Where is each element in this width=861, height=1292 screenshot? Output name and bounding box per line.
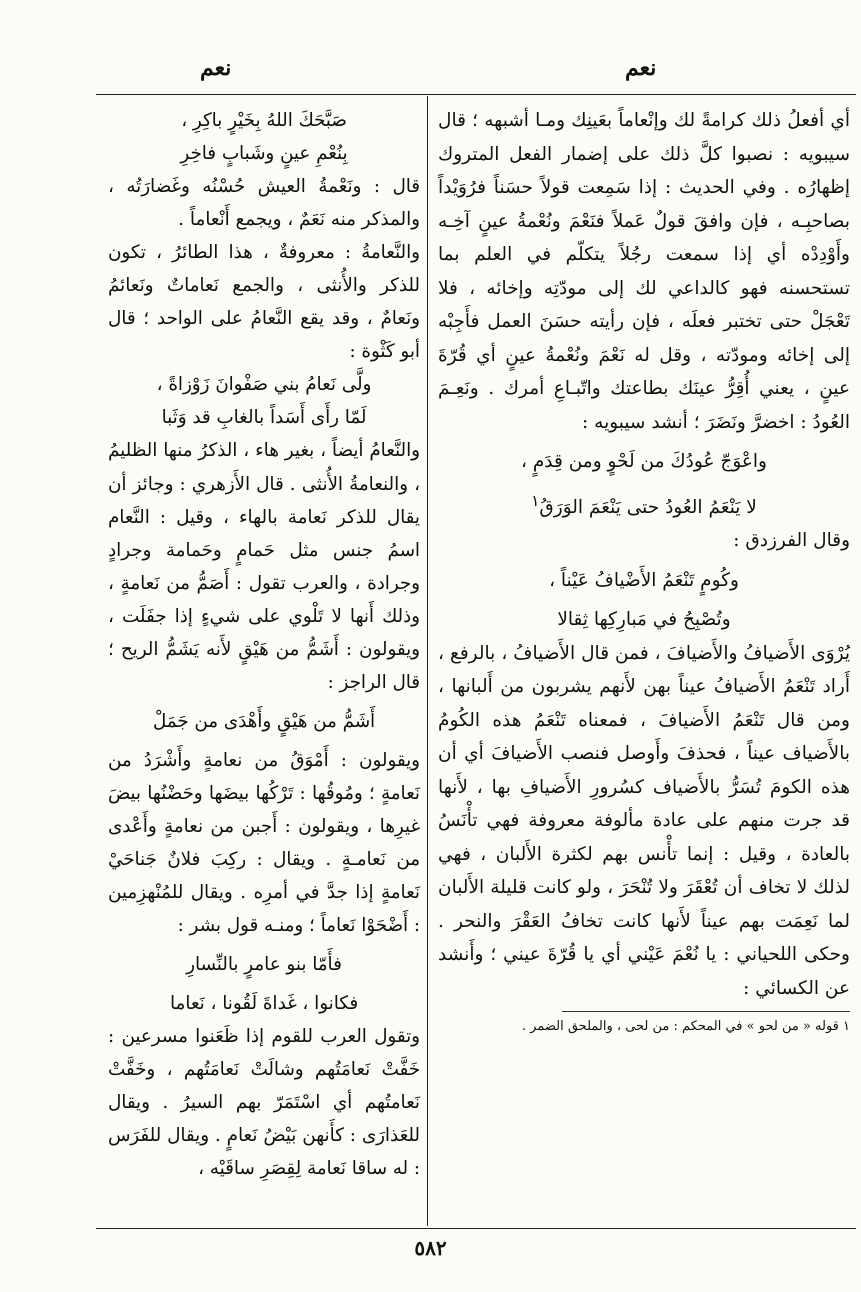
left-column xyxy=(108,104,420,1186)
right-verse-2-note: ١ xyxy=(531,491,540,510)
left-verse-1: صَبَّحَكَ اللهُ بِخَيْرٍ باكِرِ ، xyxy=(181,110,347,131)
left-verse-5: أَشَمُّ من هَيْقٍ وأَهْدَى من جَمَلْ xyxy=(152,710,376,732)
left-verse-3: ولَّى نَعامُ بني صَفْوانَ زَوْزاةً ، xyxy=(156,374,372,396)
left-paragraph-1: قال : ونَعْمةُ العيش حُسْنُه وغَضارَتُه ، والمذكر منه نَعَمٌ ، ويجمع أَنْعاماً . xyxy=(108,176,420,231)
footnote: ١ قوله « من لحو » في المحكم : من لحى ، والملحق الضمر . xyxy=(521,1019,850,1035)
right-paragraph-2: وقال الفرزدق : xyxy=(733,530,850,552)
right-verse-2-line xyxy=(438,485,850,525)
left-paragraph-5: وتقول العرب للقوم إذا ظَعَنوا مسرعين : خَفَّتْ نَعامَتُهم وشالَتْ نَعامَتُهم ، وخَفَّتْ نَعامتُهم أي اسْتَمَرّ بهم السيرُ . ويقال للعَذارَى : كأَنهن بَيْضُ نَعامٍ . ويقال للفَرَس : له ساقا نَعامة لِقِصَرِ ساقَيْه ، xyxy=(108,1026,420,1180)
right-verse-1: واعْوَجّ عُودُكَ من لَحْوٍ ومن قِدَمٍ ، xyxy=(520,451,767,472)
footer-rule xyxy=(96,1228,856,1229)
left-paragraph-4: ويقولون : أَمْوَقُ من نعامةٍ وأَشْرَدُ من نَعامةٍ ؛ ومُوقُها : تَرْكُها بيضَها وحَضْنُها بيضَ غيرِها ، ويقولون : أَجبن من نعامةٍ وأَعْدى من نَعامـةٍ . ويقال : ركِبَ فلانٌ جَناحَيْ نَعامةٍ إذا جدَّ في أمرِه . ويقال للمُنْهزِمين : أَضْحَوْا نَعاماً ؛ ومنـه قول بشر : xyxy=(108,749,420,937)
footnote-rule xyxy=(562,1011,850,1012)
right-verse-3: وكُومٍ تَنْعَمُ الأَضْيافُ عَيْناً ، xyxy=(549,569,739,591)
right-column xyxy=(438,104,850,1038)
header-word-right: نعم xyxy=(625,55,657,81)
left-verse-6: فأَمّا بنو عامرٍ بالنِّسارِ xyxy=(186,954,342,976)
page-number: ٥٨٢ xyxy=(414,1236,447,1260)
header-word-left: نعم xyxy=(200,55,232,81)
right-paragraph-1: أي أفعلُ ذلك كرامةً لك وإنْعاماً بعَينِك ومـا أشبهه ؛ قال سيبويه : نصبوا كلَّ ذلك على إضمار الفعل المتروك إظهارُه . وفي الحديث : إذا سَمِعت قولاً حسَناً فرُوَيْداً بصاحبِـه ، فإن وافقَ قولٌ عَملاً فنَعْمَ ونُعْمةُ عينٍ آخِـه وأَوْدِدْه أي إذا سمعت رجُلاً يتكلّم في العلم بما تستحسنه فهو كالداعي لك إلى مودّتِه وإخائه ، فلا تَعْجَلْ حتى تختبر فعلَه ، فإن رأيته حسَنَ العمل فأَجِبْه إلى إخائه ومودّته ، وقل له نَعْمَ ونُعْمةُ عينٍ أي قُرّةَ عينٍ ، يعني أُقِرُّ عينَك بطاعتك واتّبـاعِ أمرك . ونَعِـمَ العُودُ : اخضرَّ ونَضَرَ ؛ أنشد سيبويه : xyxy=(438,110,850,433)
right-paragraph-3: يُرْوَى الأَضيافُ والأَضيافَ ، فمن قال الأَضيافُ ، بالرفع ، أَراد تَنْعَمُ الأَضيافُ عيناً بهن لأَنهم يشربون من أَلبانها ، ومن قال تَنْعَمُ الأَضيافَ ، فمعناه تَنْعَمُ هذه الكُومُ بالأَضياف عيناً ، فحذفَ وأَوصل فنصب الأَضيافَ أي أن هذه الكومَ تُسَرُّ بالأَضياف كسُرورِ الأَضيافِ بها ، لأَنها قد جرت منهم على عادة مألوفة معروفة فهي تأْنَسُ بالعادة ، وقيل : إنما تأْنس بهم لكثرة الأَلبان ، فهي لذلك لا تخاف أن تُعْقَرَ ولا تُنْحَرَ ، ولو كانت قليلة الأَلبان لما نَعِمَت بهم عيناً لأَنها كانت تخافُ العَقْرَ والنحر . وحكى اللحياني : يا نُعْمَ عَيْني أي يا قُرّةَ عيني ؛ وأَنشد عن الكسائي : xyxy=(438,642,850,999)
left-paragraph-3: والنَّعامُ أيضاً ، بغير هاء ، الذكرُ منها الظليمُ ، والنعامةُ الأُنثى . قال الأَزهري : وجائز أن يقال للذكر نَعامة بالهاء ، وقيل : النَّعام اسمُ جنس مثل حَمامٍ وحَمامة وجرادٍ وجرادة ، والعرب تقول : أَصَمُّ من نَعامةٍ ، وذلك أَنها لا تَلْوي على شيءٍ إذا جفَلَت ، ويقولون : أَشَمُّ من هَيْقٍ لأَنه يَشَمُّ الريح ؛ قال الراجز : xyxy=(108,440,420,693)
header-rule xyxy=(96,94,856,95)
left-verse-7: فكانوا ، غَداةَ لَقُونا ، نَعاما xyxy=(169,993,359,1015)
left-paragraph-2: والنَّعامةُ : معروفةٌ ، هذا الطائرُ ، تكون للذكر والأُنثى ، والجمع نَعاماتٌ ونَعائمُ ونَعامٌ ، وقد يقع النَّعامُ على الواحد ؛ قال أبو كَثْوة : xyxy=(108,242,420,363)
column-divider xyxy=(427,96,428,1226)
left-verse-2: بِنُعْمِ عينٍ وشَبابٍ فاخِرِ xyxy=(180,143,348,165)
right-verse-2: لا يَنْعَمُ العُودُ حتى يَنْعَمَ الوَرَقُ xyxy=(539,496,757,518)
left-verse-4: لَمّا رأَى أَسَداً بالغابِ قد وَثَبا xyxy=(161,407,367,429)
right-verse-4: وتُصْبِحُ في مَبارِكِها ثِقالا xyxy=(557,609,731,631)
